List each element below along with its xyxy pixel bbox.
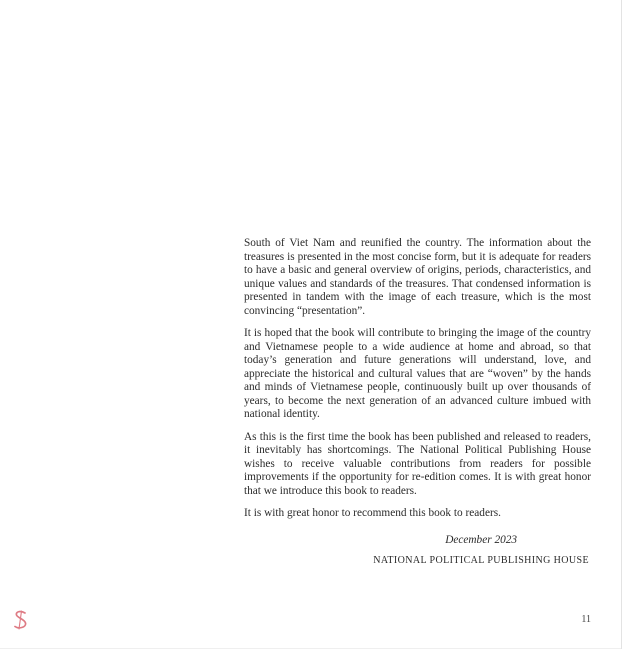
page-number: 11	[581, 614, 591, 625]
publisher-logo-icon	[13, 610, 29, 630]
paragraph-3: As this is the first time the book has been published and released to readers, it inevitably has shortcomings. The National Political Publishing House wishes to receive valuable contributions from readers for possible improvements if the opportunity for re-edition comes. It is with great honor that we introduce this book to readers.	[244, 430, 591, 497]
paragraph-4: It is with great honor to recommend this book to readers.	[244, 507, 501, 519]
signature-block	[373, 534, 589, 568]
body-text	[244, 237, 591, 568]
paragraph-1: South of Viet Nam and reunified the country. The information about the treasures is presented in the most concise form, but it is adequate for readers to have a basic and general overview of origins, periods, characteristics, and unique values and standards of the treasures. That condensed information is presented in tandem with the image of each treasure, which is the most convincing “presentation”.	[244, 237, 591, 317]
paragraph-2: It is hoped that the book will contribute to bringing the image of the country and Vietnamese people to a wide audience at home and abroad, so that today’s generation and future generations will understand, love, and appreciate the historical and cultural values that are “woven” by the hands and minds of Vietnamese people, continuously built up over thousands of years, to become the next generation of an advanced culture imbued with national identity.	[244, 327, 591, 420]
publisher-name: NATIONAL POLITICAL PUBLISHING HOUSE	[373, 555, 589, 566]
signature-date: December 2023	[445, 533, 518, 546]
